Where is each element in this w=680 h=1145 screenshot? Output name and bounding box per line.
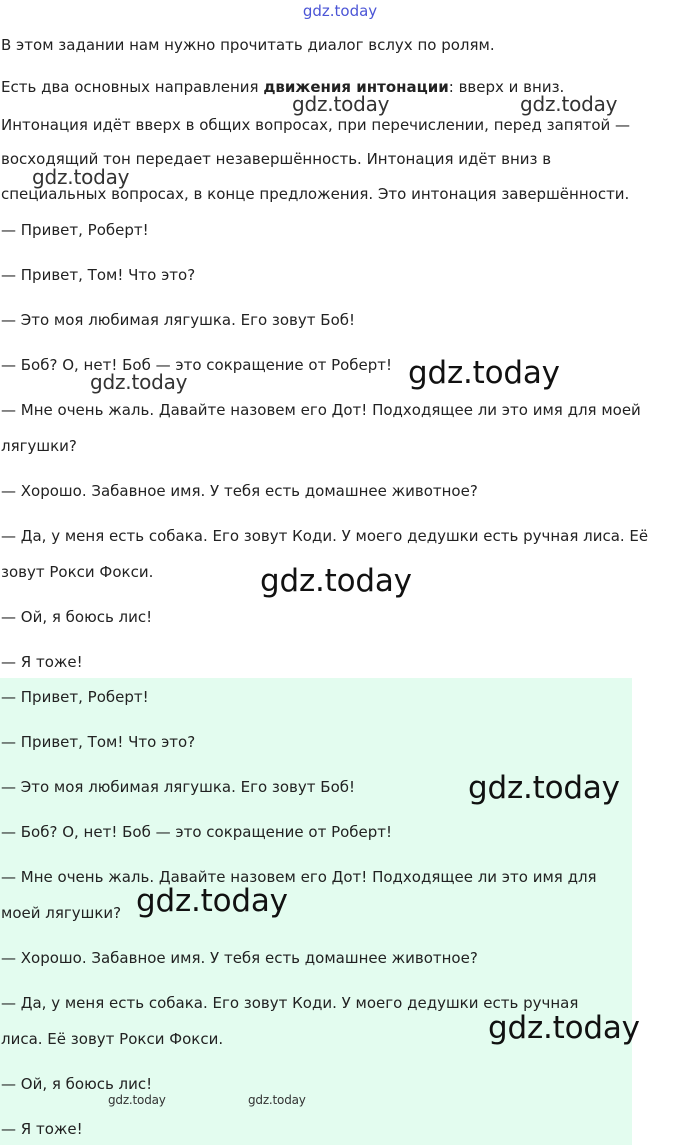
dialog-line: — Это моя любимая лягушка. Его зовут Боб! xyxy=(1,311,356,329)
intonation-line-1-post: : вверх и вниз. xyxy=(448,78,565,96)
site-logo[interactable]: gdz.today xyxy=(302,2,378,20)
highlighted-dialog-line: — Да, у меня есть собака. Его зовут Коди. У моего дедушки есть ручная xyxy=(1,994,579,1012)
watermark: gdz.today xyxy=(108,1093,166,1107)
highlighted-dialog-line: — Это моя любимая лягушка. Его зовут Боб! xyxy=(1,778,356,796)
highlighted-dialog-line: — Привет, Том! Что это? xyxy=(1,733,196,751)
highlighted-dialog-line: — Хорошо. Забавное имя. У тебя есть домашнее животное? xyxy=(1,949,478,967)
highlighted-dialog-line: — Боб? О, нет! Боб — это сокращение от Роберт! xyxy=(1,823,393,841)
watermark: gdz.today xyxy=(408,355,560,391)
highlighted-dialog-line: лиса. Её зовут Рокси Фокси. xyxy=(1,1030,224,1048)
intonation-line-1 xyxy=(1,78,564,97)
dialog-line: — Да, у меня есть собака. Его зовут Коди. У моего дедушки есть ручная лиса. Её xyxy=(1,527,649,545)
dialog-line: — Мне очень жаль. Давайте назовем его Дот! Подходящее ли это имя для моей xyxy=(1,401,641,419)
dialog-line: — Боб? О, нет! Боб — это сокращение от Роберт! xyxy=(1,356,393,374)
intonation-bold-term: движения интонации xyxy=(263,78,449,96)
dialog-line: — Ой, я боюсь лис! xyxy=(1,608,153,626)
intonation-line-2: Интонация идёт вверх в общих вопросах, при перечислении, перед запятой — xyxy=(1,116,631,134)
intonation-line-4: специальных вопросах, в конце предложения. Это интонация завершённости. xyxy=(1,185,630,203)
highlighted-dialog-line: моей лягушки? xyxy=(1,904,122,922)
watermark: gdz.today xyxy=(248,1093,306,1107)
highlighted-dialog-line: — Я тоже! xyxy=(1,1120,83,1138)
watermark: gdz.today xyxy=(90,370,188,394)
watermark: gdz.today xyxy=(292,92,390,116)
highlighted-dialog-line: — Ой, я боюсь лис! xyxy=(1,1075,153,1093)
dialog-line: — Привет, Том! Что это? xyxy=(1,266,196,284)
dialog-line: — Привет, Роберт! xyxy=(1,221,149,239)
highlighted-dialog-line: — Привет, Роберт! xyxy=(1,688,149,706)
dialog-line: — Я тоже! xyxy=(1,653,83,671)
watermark: gdz.today xyxy=(488,1010,640,1046)
intonation-line-3: восходящий тон передает незавершённость. Интонация идёт вниз в xyxy=(1,150,552,168)
dialog-line: лягушки? xyxy=(1,437,77,455)
watermark: gdz.today xyxy=(32,165,130,189)
watermark: gdz.today xyxy=(136,883,288,919)
highlighted-dialog-line: — Мне очень жаль. Давайте назовем его Дот! Подходящее ли это имя для xyxy=(1,868,597,886)
dialog-line: — Хорошо. Забавное имя. У тебя есть домашнее животное? xyxy=(1,482,478,500)
intonation-line-1-pre: Есть два основных направления xyxy=(1,78,264,96)
task-text: В этом задании нам нужно прочитать диалог вслух по ролям. xyxy=(1,36,495,54)
dialog-line: зовут Рокси Фокси. xyxy=(1,563,154,581)
watermark: gdz.today xyxy=(520,92,618,116)
watermark: gdz.today xyxy=(468,770,620,806)
watermark: gdz.today xyxy=(260,563,412,599)
